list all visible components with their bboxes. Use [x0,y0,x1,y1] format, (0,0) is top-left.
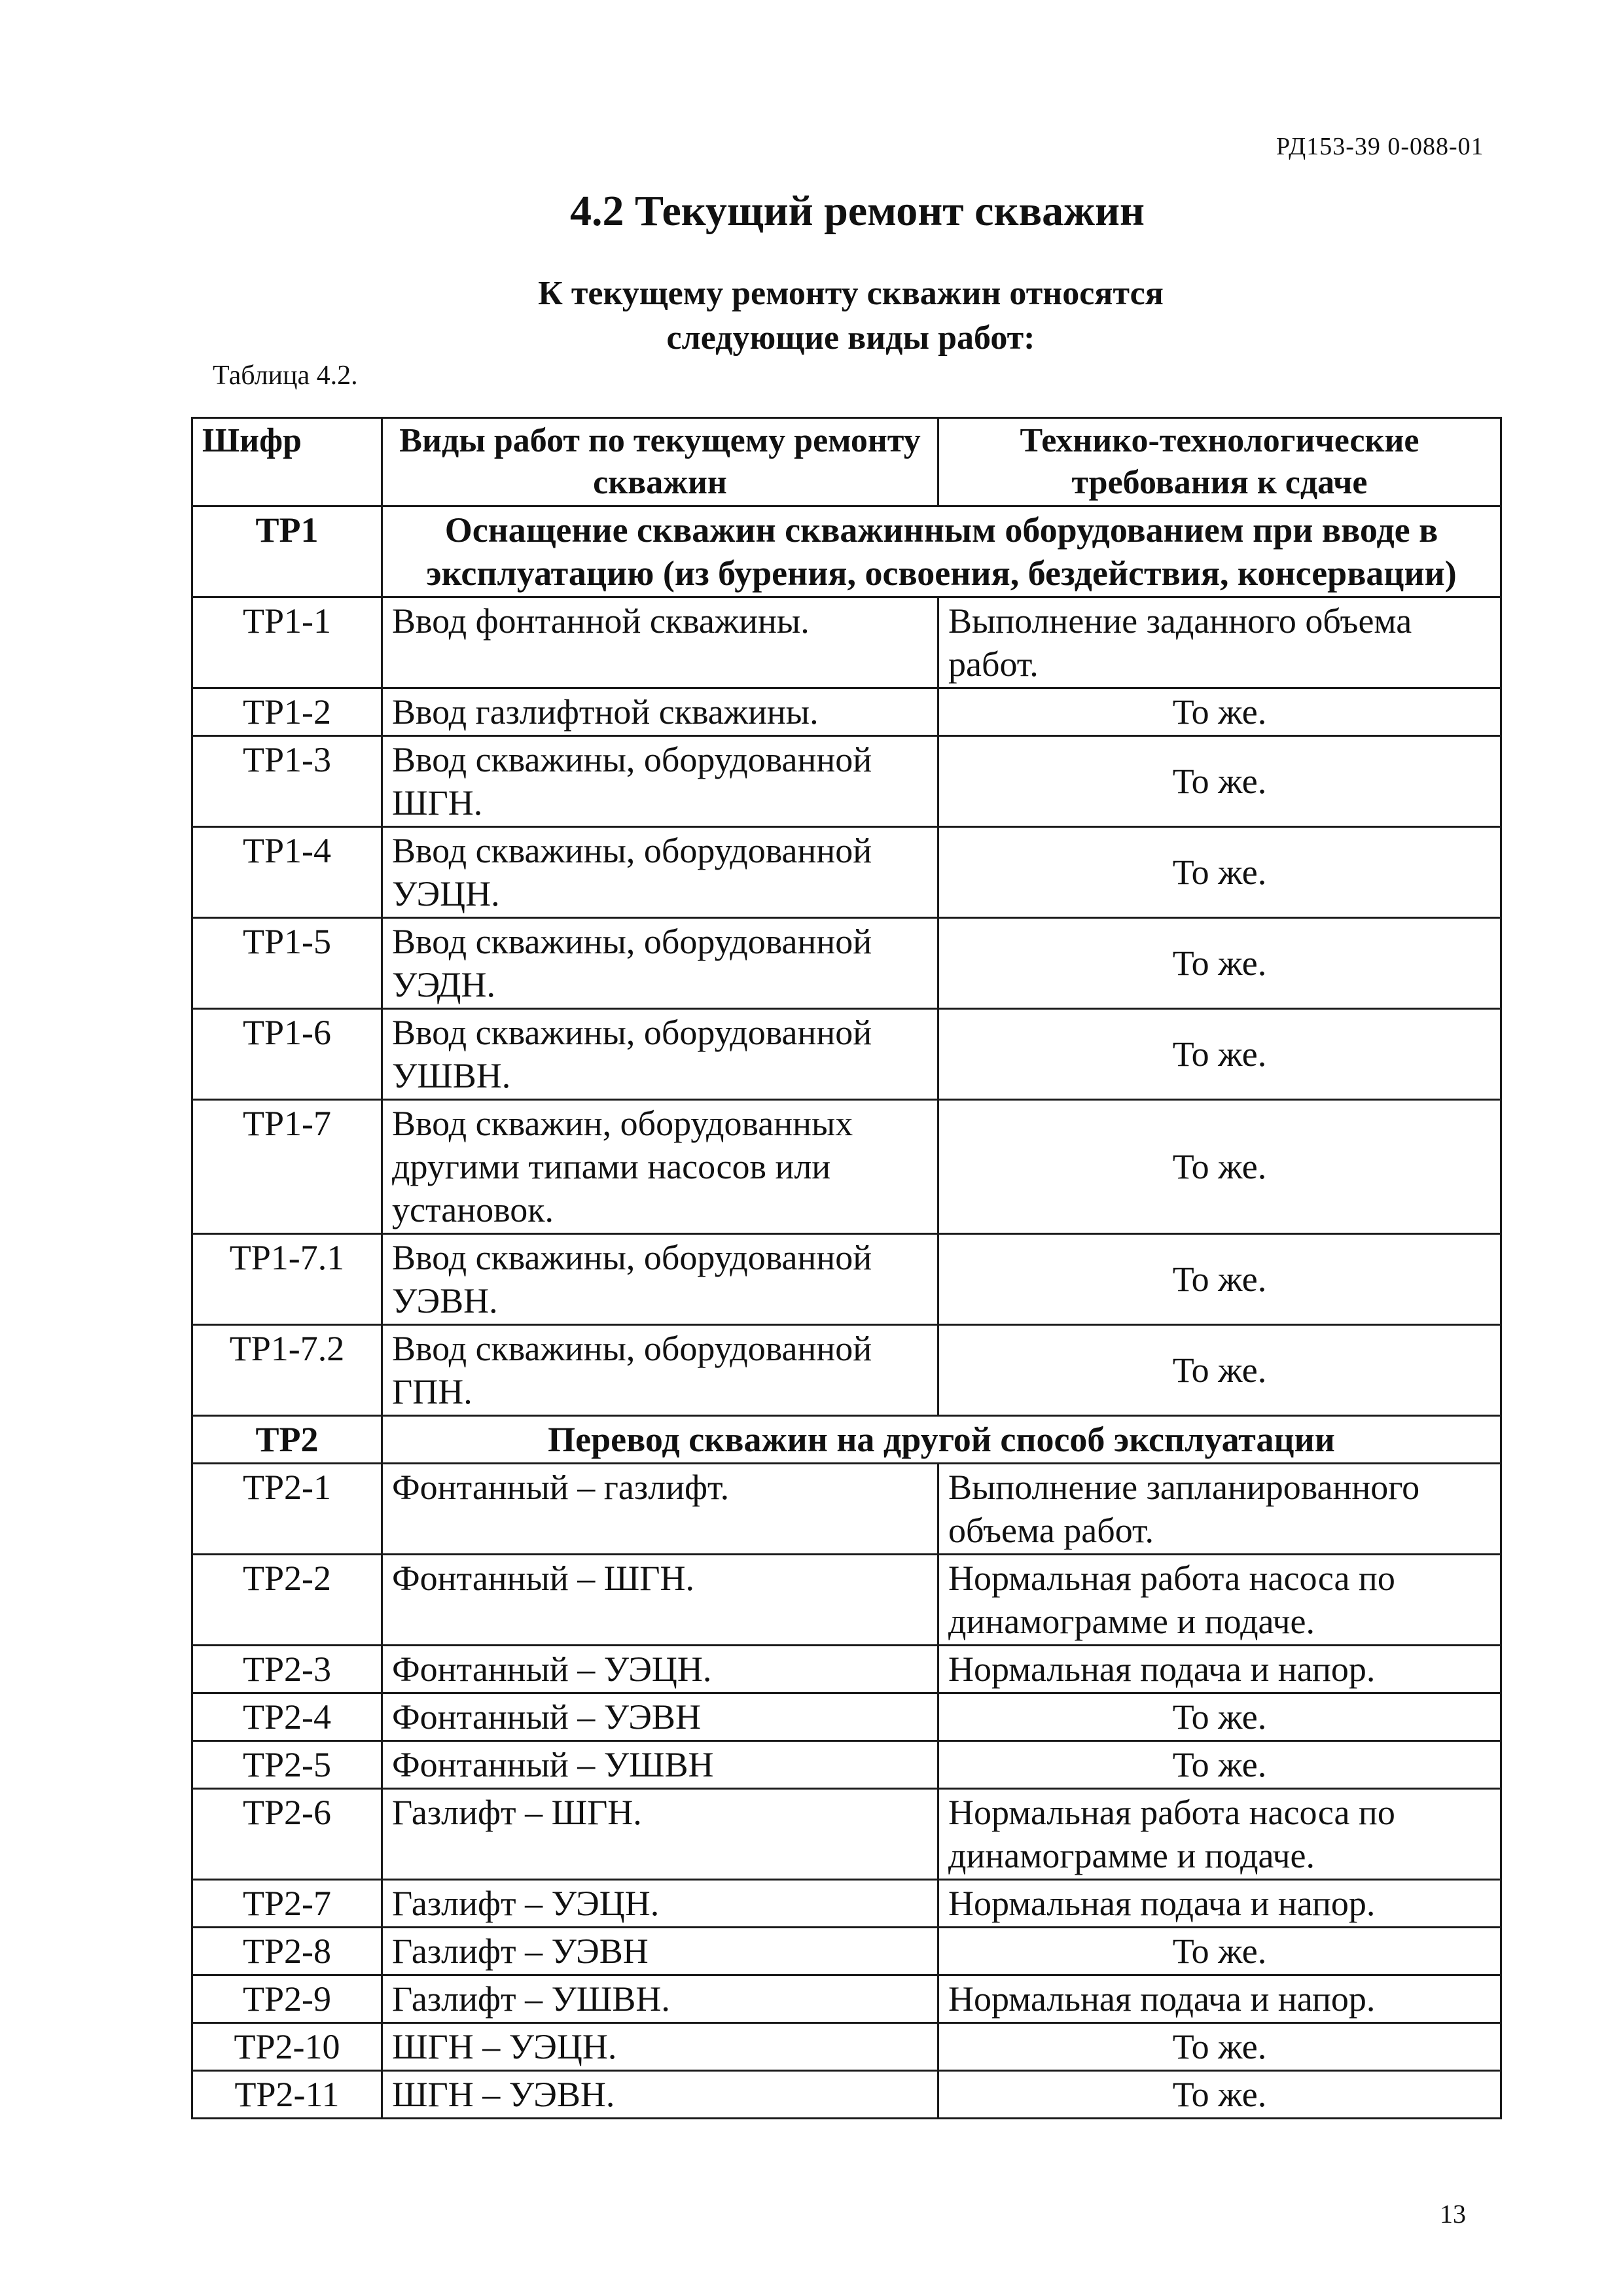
cell-requirements: То же. [938,1928,1501,1975]
cell-code: ТР1-1 [192,597,382,688]
cell-work: Газлифт – УЭВН [382,1928,938,1975]
cell-group-title: Перевод скважин на другой способ эксплуатации [382,1416,1501,1464]
cell-code: ТР1-2 [192,688,382,736]
cell-work: Фонтанный – УЭЦН. [382,1646,938,1693]
table-row [192,827,1501,918]
table-row [192,918,1501,1009]
cell-requirements: То же. [938,1100,1501,1234]
cell-code: ТР2-6 [192,1789,382,1880]
table-row [192,1975,1501,2023]
cell-work: Ввод скважины, оборудованной УЭВН. [382,1234,938,1325]
subtitle-line-1: К текущему ремонту скважин относятся [538,275,1164,312]
cell-requirements: То же. [938,2023,1501,2071]
cell-group-title: Оснащение скважин скважинным оборудованием при вводе в эксплуатацию (из бурения, освоения, бездействия, консервации) [382,506,1501,597]
cell-requirements: Нормальная подача и напор. [938,1975,1501,2023]
cell-code: ТР1-5 [192,918,382,1009]
cell-requirements: Нормальная работа насоса по динамограмме и подаче. [938,1789,1501,1880]
cell-work: Ввод скважины, оборудованной УШВН. [382,1009,938,1100]
table-row [192,2071,1501,2119]
table-caption: Таблица 4.2. [213,361,358,391]
table-row [192,1789,1501,1880]
cell-code: ТР2-1 [192,1464,382,1555]
cell-work: Ввод скважины, оборудованной ШГН. [382,736,938,827]
section-title: 4.2 Текущий ремонт скважин [569,187,1145,235]
cell-work: Газлифт – УЭЦН. [382,1880,938,1928]
cell-requirements: То же. [938,1009,1501,1100]
page-number: 13 [1440,2199,1466,2229]
cell-requirements: То же. [938,736,1501,827]
cell-work: ШГН – УЭЦН. [382,2023,938,2071]
table-row [192,1646,1501,1693]
table-row [192,597,1501,688]
cell-code: ТР2-3 [192,1646,382,1693]
cell-code: ТР2 [192,1416,382,1464]
cell-requirements: Нормальная подача и напор. [938,1646,1501,1693]
cell-code: ТР2-2 [192,1555,382,1646]
cell-work: Газлифт – ШГН. [382,1789,938,1880]
cell-code: ТР1-7.2 [192,1325,382,1416]
cell-work: Ввод фонтанной скважины. [382,597,938,688]
cell-code: ТР1-3 [192,736,382,827]
table-row [192,1693,1501,1741]
cell-code: ТР1-4 [192,827,382,918]
cell-requirements: То же. [938,918,1501,1009]
cell-requirements: Выполнение заданного объема работ. [938,597,1501,688]
cell-work: Фонтанный – УШВН [382,1741,938,1789]
cell-requirements: То же. [938,688,1501,736]
cell-code: ТР2-8 [192,1928,382,1975]
table-row [192,1325,1501,1416]
table-row [192,1880,1501,1928]
cell-code: ТР1-7 [192,1100,382,1234]
cell-work: Ввод скважины, оборудованной УЭДН. [382,918,938,1009]
cell-work: Ввод скважин, оборудованных другими типами насосов или установок. [382,1100,938,1234]
cell-code: ТР2-4 [192,1693,382,1741]
cell-work: ШГН – УЭВН. [382,2071,938,2119]
cell-requirements: Выполнение запланированного объема работ. [938,1464,1501,1555]
table-row [192,1555,1501,1646]
cell-work: Фонтанный – УЭВН [382,1693,938,1741]
cell-code: ТР2-10 [192,2023,382,2071]
header-code: Шифр [192,418,382,506]
table-row [192,1234,1501,1325]
table-row [192,2023,1501,2071]
cell-code: ТР2-5 [192,1741,382,1789]
table-body [192,506,1501,2119]
table-row [192,1100,1501,1234]
header-work: Виды работ по текущему ремонту скважин [382,418,938,506]
cell-requirements: Нормальная подача и напор. [938,1880,1501,1928]
cell-work: Фонтанный – ШГН. [382,1555,938,1646]
subtitle [0,272,1623,361]
cell-work: Газлифт – УШВН. [382,1975,938,2023]
cell-requirements: То же. [938,1741,1501,1789]
cell-code: ТР1-6 [192,1009,382,1100]
cell-code: ТР2-9 [192,1975,382,2023]
table-row [192,1928,1501,1975]
document-code: РД153-39 0-088-01 [1276,133,1484,160]
table-row [192,1741,1501,1789]
cell-requirements: То же. [938,2071,1501,2119]
table-row [192,736,1501,827]
table-row [192,688,1501,736]
header-requirements: Технико-технологические требования к сдаче [938,418,1501,506]
table-header-row [192,418,1501,506]
cell-requirements: То же. [938,827,1501,918]
table-group-row [192,506,1501,597]
cell-requirements: То же. [938,1693,1501,1741]
cell-requirements: То же. [938,1325,1501,1416]
table-row [192,1009,1501,1100]
table-row [192,1464,1501,1555]
cell-code: ТР1 [192,506,382,597]
subtitle-line-2: следующие виды работ: [666,319,1035,357]
cell-code: ТР1-7.1 [192,1234,382,1325]
cell-code: ТР2-7 [192,1880,382,1928]
cell-work: Ввод скважины, оборудованной ГПН. [382,1325,938,1416]
cell-requirements: Нормальная работа насоса по динамограмме и подаче. [938,1555,1501,1646]
cell-requirements: То же. [938,1234,1501,1325]
cell-work: Фонтанный – газлифт. [382,1464,938,1555]
cell-code: ТР2-11 [192,2071,382,2119]
work-types-table [191,417,1502,2119]
cell-work: Ввод газлифтной скважины. [382,688,938,736]
table-group-row [192,1416,1501,1464]
cell-work: Ввод скважины, оборудованной УЭЦН. [382,827,938,918]
